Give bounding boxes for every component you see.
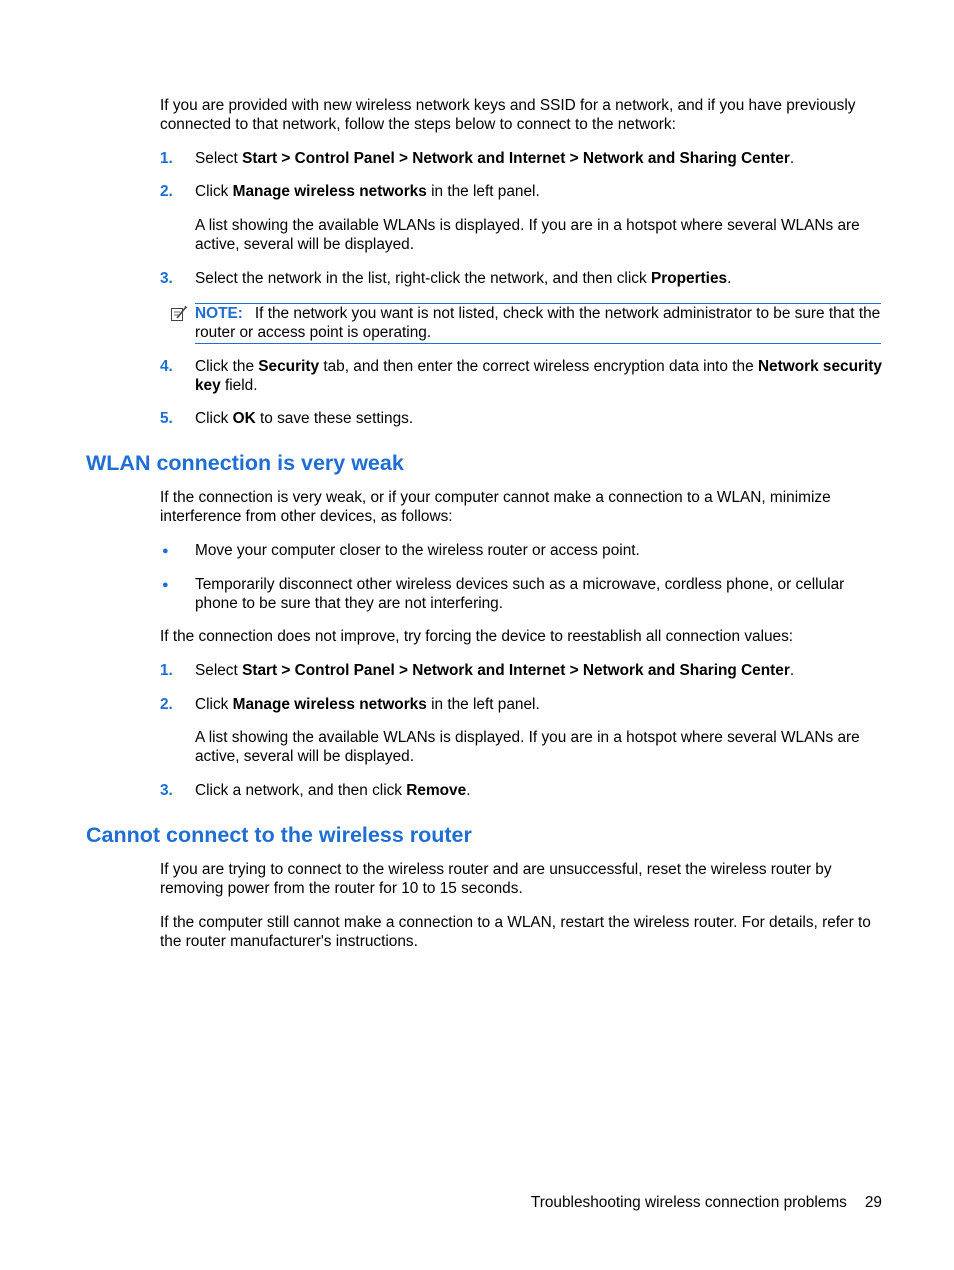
step-number: 5. bbox=[160, 410, 173, 427]
step-1: Select Start > Control Panel > Network and Internet > Network and Sharing Center. bbox=[195, 150, 795, 167]
s1-step-3: Click a network, and then click Remove. bbox=[195, 782, 471, 799]
step-4: Click the Security tab, and then enter the correct wireless encryption data into the Network security key field. bbox=[195, 358, 882, 394]
step-2-detail: A list showing the available WLANs is displayed. If you are in a hotspot where several WLANs are active, several will be displayed. bbox=[195, 217, 860, 253]
note-text: If the network you want is not listed, check with the network administrator to be sure that the router or access point is operating. bbox=[195, 305, 881, 341]
section1-intro: If the connection is very weak, or if your computer cannot make a connection to a WLAN, minimize interference from other devices, as follows: bbox=[160, 489, 831, 525]
note-label: NOTE: bbox=[195, 305, 243, 322]
section2-para-2: If the computer still cannot make a connection to a WLAN, restart the wireless router. For details, refer to the router manufacturer's instructions. bbox=[160, 914, 871, 950]
section1-followup: If the connection does not improve, try forcing the device to reestablish all connection values: bbox=[160, 628, 794, 645]
s1-step-2-detail: A list showing the available WLANs is displayed. If you are in a hotspot where several WLANs are active, several will be displayed. bbox=[195, 729, 860, 765]
page-footer bbox=[531, 1193, 882, 1212]
section-heading-cannot-connect: Cannot connect to the wireless router bbox=[86, 823, 472, 847]
step-number: 1. bbox=[160, 150, 173, 167]
bullet-icon: ● bbox=[162, 579, 169, 591]
step-number: 4. bbox=[160, 358, 173, 375]
footer-title: Troubleshooting wireless connection problems bbox=[530, 1194, 847, 1211]
s1-step-1: Select Start > Control Panel > Network and Internet > Network and Sharing Center. bbox=[195, 662, 795, 679]
step-number: 3. bbox=[160, 782, 173, 799]
step-3: Select the network in the list, right-click the network, and then click Properties. bbox=[195, 270, 732, 287]
step-number: 2. bbox=[160, 696, 173, 713]
step-number: 3. bbox=[160, 270, 173, 287]
page-number: 29 bbox=[864, 1194, 882, 1211]
step-number: 1. bbox=[160, 662, 173, 679]
section-heading-wlan-weak: WLAN connection is very weak bbox=[86, 451, 404, 475]
note-box bbox=[195, 303, 881, 344]
bullet-icon: ● bbox=[162, 545, 169, 557]
s1-step-2: Click Manage wireless networks in the left panel. bbox=[195, 696, 540, 713]
section2-para-1: If you are trying to connect to the wireless router and are unsuccessful, reset the wireless router by removing power from the router for 10 to 15 seconds. bbox=[160, 861, 832, 897]
note-pencil-icon bbox=[170, 305, 188, 323]
intro-paragraph: If you are provided with new wireless network keys and SSID for a network, and if you have previously connected to that network, follow the steps below to connect to the network: bbox=[160, 97, 856, 133]
step-2: Click Manage wireless networks in the left panel. bbox=[195, 183, 540, 200]
bullet-item: Move your computer closer to the wireless router or access point. bbox=[195, 542, 640, 559]
step-number: 2. bbox=[160, 183, 173, 200]
bullet-item: Temporarily disconnect other wireless devices such as a microwave, cordless phone, or cellular phone to be sure that they are not interfering. bbox=[195, 576, 845, 612]
step-5: Click OK to save these settings. bbox=[195, 410, 414, 427]
